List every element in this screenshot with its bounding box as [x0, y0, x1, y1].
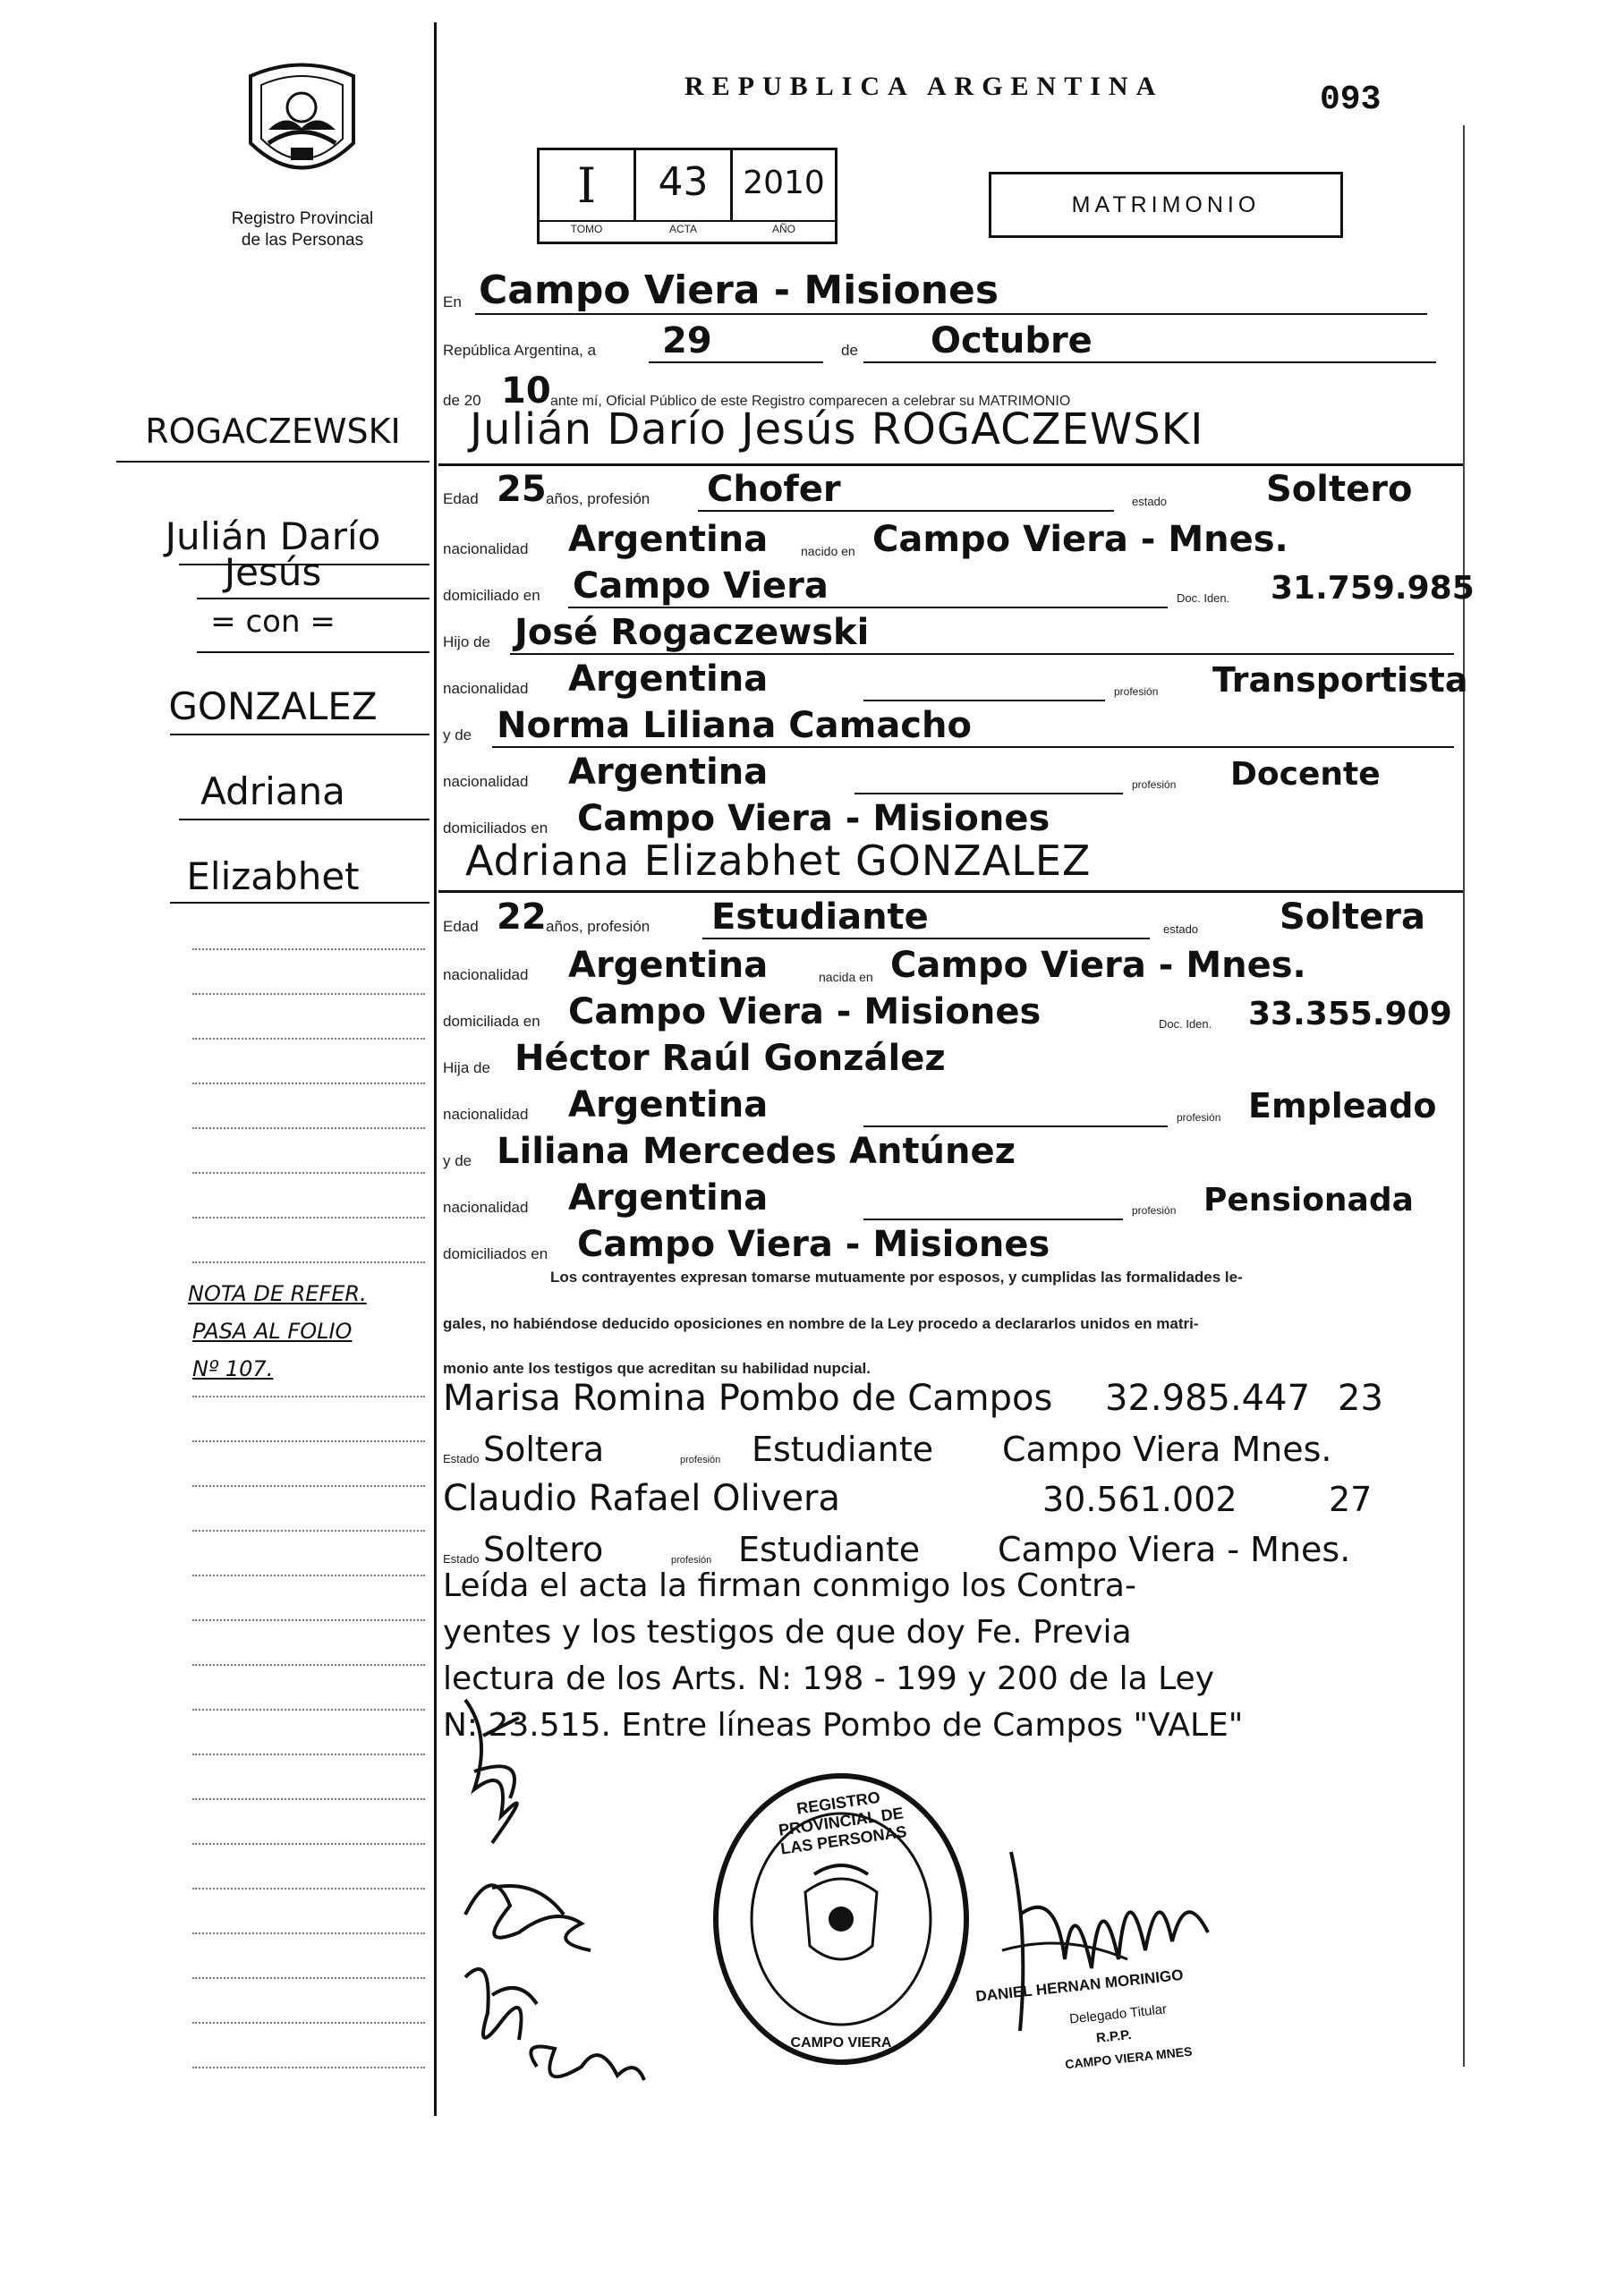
anio-value: 2010 — [743, 165, 825, 201]
witness-2-row: Claudio Rafael Olivera 30.561.002 27 — [443, 1478, 1373, 1519]
officer-stamp-name: DANIEL HERNAN MORINIGO — [974, 1966, 1185, 2006]
right-border-line — [1463, 125, 1465, 2067]
margin-note-3: Nº 107. — [192, 1356, 274, 1381]
document-type: MATRIMONIO — [1071, 191, 1261, 217]
groom-father-nat-row: nacionalidad Argentina profesión Transportista — [443, 658, 1468, 700]
acta-value: 43 — [658, 159, 709, 205]
acta-box — [537, 148, 838, 244]
groom-full-name: Julián Darío Jesús ROGACZEWSKI — [470, 404, 1204, 454]
day-value: 29 — [662, 320, 712, 361]
witness-2-detail-row: Estado Soltero profesión Estudiante Campo Viera - Mnes. — [443, 1530, 1351, 1569]
country-title: REPUBLICA ARGENTINA — [684, 72, 1164, 101]
signatures-left — [438, 1682, 662, 2111]
date-row: República Argentina, a 29 de Octubre — [443, 317, 1454, 367]
bride-full-name: Adriana Elizabhet GONZALEZ — [465, 837, 1092, 885]
margin-note-2: PASA AL FOLIO — [192, 1319, 353, 1344]
bride-mother-row: y de Liliana Mercedes Antúnez — [443, 1131, 1016, 1172]
formal-text-line2: gales, no habiéndose deducido oposiciones en nombre de la Ley procedo a declararlos unidos en matri- — [443, 1315, 1199, 1332]
groom-domicile-row: domiciliado en Campo Viera Doc. Iden. 31.759.985 — [443, 565, 1475, 607]
closing-line-2: yentes y los testigos de que doy Fe. Previa — [443, 1614, 1132, 1651]
bride-domicile-row: domiciliada en Campo Viera - Misiones Doc. Iden. 33.355.909 — [443, 991, 1452, 1032]
margin-note-1: NOTA DE REFER. — [188, 1281, 367, 1306]
groom-parents-domicile-row: domiciliados en Campo Viera - Misiones — [443, 798, 1050, 839]
anio-label: AÑO — [771, 223, 795, 235]
groom-mother-nat-row: nacionalidad Argentina profesión Docente — [443, 752, 1381, 793]
document-type-box — [989, 172, 1343, 238]
groom-age-row: Edad 25 años, profesión Chofer estado Soltero — [443, 469, 1413, 510]
groom-nationality-row: nacionalidad Argentina nacido en Campo Viera - Mnes. — [443, 519, 1288, 560]
place-row: En Campo Viera - Misiones — [443, 268, 1454, 318]
witness-1-detail-row: Estado Soltera profesión Estudiante Campo Viera Mnes. — [443, 1430, 1332, 1469]
officer-stamp-office: R.P.P. — [1095, 2026, 1133, 2047]
tomo-value: I — [576, 157, 597, 214]
official-seal — [707, 1767, 975, 2071]
witness-1-row: Marisa Romina Pombo de Campos 32.985.447 23 — [443, 1378, 1383, 1419]
registry-name-line2: de las Personas — [241, 231, 364, 250]
registry-logo — [242, 58, 362, 188]
margin-surname-bride: GONZALEZ — [168, 684, 378, 728]
margin-surname-groom: ROGACZEWSKI — [145, 412, 401, 451]
registry-name-line1: Registro Provincial — [231, 209, 374, 228]
formal-text-line1: Los contrayentes expresan tomarse mutuamente por esposos, y cumplidas las formalidades le- — [550, 1269, 1243, 1286]
closing-line-4: N: 23.515. Entre líneas Pombo de Campos "VALE" — [443, 1707, 1244, 1744]
margin-name-bride-1: Adriana — [200, 769, 345, 813]
closing-line-3: lectura de los Arts. N: 198 - 199 y 200 de la Ley — [443, 1660, 1215, 1697]
bride-father-row: Hija de Héctor Raúl González — [443, 1038, 946, 1079]
officer-stamp-title: Delegado Titular — [1068, 2001, 1168, 2027]
groom-mother-row: y de Norma Liliana Camacho — [443, 701, 1454, 752]
comparecen-row: de 20 10 ante mí, Oficial Público de este Registro comparecen a celebrar su MATRIMONIO — [443, 370, 1071, 412]
bride-parents-domicile-row: domiciliados en Campo Viera - Misiones — [443, 1224, 1050, 1265]
acta-label: ACTA — [668, 223, 698, 235]
year-suffix: 10 — [501, 370, 551, 412]
seal-text: REGISTRO PROVINCIAL DE LAS PERSONAS — [777, 1788, 908, 1858]
margin-divider-line — [434, 22, 437, 2116]
closing-line-1: Leída el acta la firman conmigo los Contra- — [443, 1567, 1136, 1604]
bride-father-nat-row: nacionalidad Argentina profesión Empleado — [443, 1084, 1437, 1125]
ante-mi-text: ante mí, Oficial Público de este Registro comparecen a celebrar su MATRIMONIO — [550, 394, 1071, 409]
formal-text-line3: monio ante los testigos que acreditan su habilidad nupcial. — [443, 1360, 871, 1377]
month-value: Octubre — [931, 320, 1093, 361]
officer-stamp-location: CAMPO VIERA MNES — [1064, 2043, 1194, 2072]
bride-mother-nat-row: nacionalidad Argentina profesión Pensionada — [443, 1177, 1414, 1219]
seal-bottom-text: CAMPO VIERA — [790, 2035, 892, 2051]
groom-father-row: Hijo de José Rogaczewski — [443, 608, 1454, 658]
bride-nationality-row: nacionalidad Argentina nacida en Campo Viera - Mnes. — [443, 945, 1306, 986]
margin-name-groom-1: Julián Darío — [165, 514, 381, 558]
bride-age-row: Edad 22 años, profesión Estudiante estado Soltera — [443, 896, 1425, 938]
place-value: Campo Viera - Misiones — [479, 268, 999, 313]
tomo-label: TOMO — [570, 223, 603, 235]
page-number: 093 — [1320, 81, 1382, 119]
margin-con: = con = — [210, 604, 336, 640]
margin-name-groom-2: Jesús — [224, 550, 322, 594]
margin-name-bride-2: Elizabhet — [186, 854, 360, 898]
